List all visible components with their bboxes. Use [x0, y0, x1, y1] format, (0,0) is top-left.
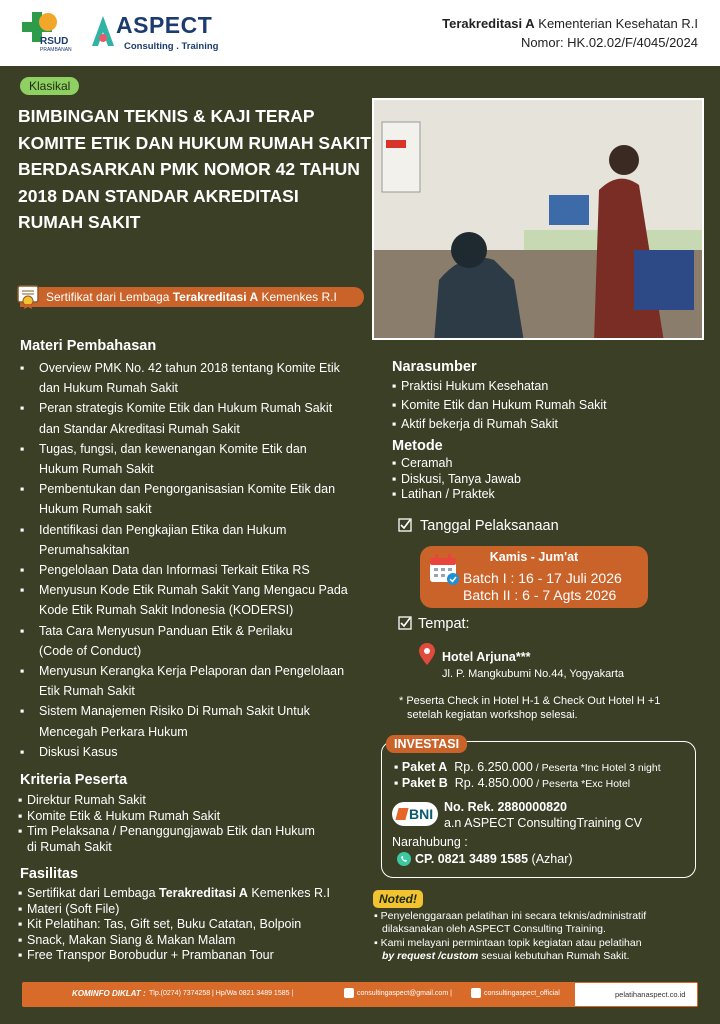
certificate-banner — [20, 287, 364, 307]
materi-item: ▪ Tugas, fungsi, dan kewenangan Komite Etik dan Hukum Rumah Sakit — [20, 439, 390, 479]
paket-b-note: / Peserta *Exc Hotel — [533, 778, 631, 790]
narasumber-list — [392, 377, 702, 434]
email-icon — [344, 988, 354, 998]
list-item-text: Diskusi, Tanya Jawab — [401, 471, 521, 486]
footer-diklat: KOMINFO DIKLAT : — [72, 989, 146, 998]
accred-number: Nomor: HK.02.02/F/4045/2024 — [520, 35, 698, 50]
paket-b: ▪ Paket B Rp. 4.850.000 / Peserta *Exc Hotel — [394, 776, 631, 790]
certificate-pre: Sertifikat dari Lembaga — [46, 290, 173, 304]
list-item-text: Direktur Rumah Sakit — [27, 793, 146, 807]
checkin-note: * Peserta Check in Hotel H-1 & Check Out Hotel H +1 — [399, 695, 661, 707]
fasilitas-sert-post: Kemenkes R.I — [247, 886, 330, 900]
list-item-text: Latihan / Praktek — [401, 487, 495, 501]
list-item: ▪ Materi (Soft File) — [18, 901, 120, 916]
fasilitas-sert-bold: Terakreditasi A — [159, 886, 248, 900]
footer-instagram: consultingaspect_official — [484, 990, 560, 997]
checkbox-icon — [398, 616, 412, 630]
list-item-text: Ceramah — [401, 456, 453, 470]
paket-b-label: Paket B — [401, 776, 448, 790]
date-batch-1: Batch I : 16 - 17 Juli 2026 — [463, 570, 622, 586]
materi-item-line: Hukum Rumah sakit — [39, 502, 152, 517]
fasilitas-heading: Fasilitas — [20, 866, 79, 882]
list-item: ▪ Kit Pelatihan: Tas, Gift set, Buku Catatan, Bolpoin — [18, 917, 302, 931]
materi-item: ▪ Menyusun Kode Etik Rumah Sakit Yang Mengacu Pada Kode Etik Rumah Sakit Indonesia (KODERSI) — [20, 580, 390, 620]
materi-item-line: Tugas, fungsi, dan kewenangan Komite Etik dan — [39, 441, 307, 456]
materi-item-line: Diskusi Kasus — [39, 744, 118, 759]
materi-item-line: Pembentukan dan Pengorganisasian Komite Etik dan — [39, 482, 336, 497]
materi-list — [20, 358, 390, 762]
list-item-text: di Rumah Sakit — [27, 839, 112, 854]
noted-1b: dilaksanakan oleh ASPECT Consulting Training. — [382, 923, 606, 935]
materi-item-line: Perumahsakitan — [39, 542, 130, 557]
instagram-icon — [471, 988, 481, 998]
materi-item-line: Etik Rumah Sakit — [39, 684, 135, 699]
investasi-heading: INVESTASI — [386, 735, 467, 753]
tempat-heading: Tempat: — [418, 616, 470, 632]
date-batch-2: Batch II : 6 - 7 Agts 2026 — [463, 587, 617, 603]
metode-heading: Metode — [392, 438, 443, 454]
list-item: ▪ Latihan / Praktek — [392, 487, 495, 501]
list-item-text: Aktif bekerja di Rumah Sakit — [401, 417, 559, 431]
materi-item: ▪ Menyusun Kerangka Kerja Pelaporan dan Pengelolaan Etik Rumah Sakit — [20, 661, 390, 701]
rekening-owner: a.n ASPECT ConsultingTraining CV — [444, 816, 643, 830]
noted-2b-bold: by request /custom — [382, 950, 479, 962]
materi-item: ▪ Overview PMK No. 42 tahun 2018 tentang Komite Etik dan Hukum Rumah Sakit — [20, 358, 390, 398]
list-item: ▪ Komite Etik dan Hukum Rumah Sakit — [392, 398, 607, 412]
brand-tagline: Consulting . Training — [124, 41, 219, 52]
klasikal-badge: Klasikal — [20, 77, 79, 95]
footer-phone: Tlp.(0274) 7374258 | Hp/Wa 0821 3489 1585 | — [149, 990, 294, 997]
paket-a-label: Paket A — [401, 760, 448, 774]
contact-person — [415, 852, 573, 866]
narahubung-label: Narahubung : — [392, 835, 468, 849]
aspect-logo — [90, 10, 220, 54]
footer-website[interactable]: pelatihanaspect.co.id — [575, 983, 697, 1006]
list-item: ▪ Free Transpor Borobudur + Prambanan Tour — [18, 948, 274, 962]
list-item: ▪ Snack, Makan Siang & Makan Malam — [18, 932, 236, 947]
paket-a: ▪ Paket A Rp. 6.250.000 / Peserta *Inc Hotel 3 night — [394, 760, 661, 774]
metode-list — [392, 456, 702, 503]
footer-email: consultingaspect@gmail.com | — [357, 990, 452, 997]
materi-item-line: (Code of Conduct) — [39, 643, 142, 658]
list-item: ▪ Aktif bekerja di Rumah Sakit — [392, 417, 559, 431]
page-title — [18, 103, 388, 236]
materi-item-line: dan Standar Akreditasi Rumah Sakit — [39, 421, 240, 436]
list-item: ▪ Direktur Rumah Sakit — [18, 793, 146, 807]
paket-b-price: Rp. 4.850.000 — [454, 776, 534, 790]
checkbox-icon — [398, 518, 412, 532]
noted-badge: Noted! — [373, 890, 423, 908]
certificate-post: Kemenkes R.I — [258, 290, 337, 304]
certificate-bold: Terakreditasi A — [172, 290, 259, 304]
whatsapp-icon — [397, 852, 411, 866]
noted-1a: Penyelenggaraan pelatihan ini secara teknis/administratif — [380, 910, 647, 922]
accred-rest: Kementerian Kesehatan R.I — [534, 16, 698, 31]
list-item: ▪ Tim Pelaksana / Penanggungjawab Etik dan Hukum — [18, 824, 315, 838]
title-line: KOMITE ETIK DAN HUKUM RUMAH SAKIT — [18, 132, 371, 153]
hotel-address: Jl. P. Mangkubumi No.44, Yogyakarta — [442, 668, 625, 680]
list-item: ▪ Komite Etik & Hukum Rumah Sakit — [18, 808, 221, 823]
materi-item-line: Mencegah Perkara Hukum — [39, 724, 188, 739]
accreditation-info — [442, 14, 698, 52]
cp-name: (Azhar) — [528, 852, 573, 866]
date-box — [420, 546, 648, 608]
materi-item: ▪ Tata Cara Menyusun Panduan Etik & Perilaku (Code of Conduct) — [20, 621, 390, 661]
rekening-number: No. Rek. 2880000820 — [444, 800, 568, 814]
materi-item: ▪ Pengelolaan Data dan Informasi Terkait Etika RS — [20, 560, 390, 580]
narasumber-heading: Narasumber — [392, 359, 477, 375]
header — [0, 0, 720, 66]
noted-2a: Kami melayani permintaan topik kegiatan atau pelatihan — [380, 937, 642, 949]
list-item — [18, 840, 368, 856]
list-item: ▪ Sertifikat dari Lembaga Terakreditasi A Kemenkes R.I — [18, 886, 330, 900]
title-line: 2018 DAN STANDAR AKREDITASI — [18, 185, 299, 206]
list-item-text: Tim Pelaksana / Penanggungjawab Etik dan Hukum — [27, 824, 315, 838]
bni-text: BNI — [409, 806, 434, 822]
training-photo — [372, 98, 704, 340]
title-line: BIMBINGAN TEKNIS & KAJI TERAP — [18, 106, 315, 126]
materi-item-line: Menyusun Kode Etik Rumah Sakit Yang Mengacu Pada — [39, 583, 348, 598]
materi-item-line: Pengelolaan Data dan Informasi Terkait Etika RS — [39, 563, 310, 578]
materi-item-line: dan Hukum Rumah Sakit — [39, 381, 178, 396]
list-item-text: Komite Etik & Hukum Rumah Sakit — [27, 808, 221, 823]
materi-item-line: Peran strategis Komite Etik dan Hukum Rumah Sakit — [39, 401, 333, 416]
list-item-text: Free Transpor Borobudur + Prambanan Tour — [27, 948, 274, 962]
materi-item: ▪ Pembentukan dan Pengorganisasian Komite Etik dan Hukum Rumah sakit — [20, 479, 390, 519]
materi-item-line: Identifikasi dan Pengkajian Etika dan Hukum — [39, 522, 287, 537]
accred-bold: Terakreditasi A — [442, 16, 535, 31]
list-item-text: Materi (Soft File) — [27, 901, 120, 916]
fasilitas-sert-pre: Sertifikat dari Lembaga — [27, 886, 160, 900]
rsud-logo — [20, 10, 80, 54]
brand-name: ASPECT — [116, 12, 213, 38]
materi-item-line: Tata Cara Menyusun Panduan Etik & Perilaku — [39, 623, 293, 638]
materi-item-line: Menyusun Kerangka Kerja Pelaporan dan Pengelolaan — [39, 664, 345, 679]
list-item-text: Kit Pelatihan: Tas, Gift set, Buku Catatan, Bolpoin — [27, 917, 302, 931]
svg-text:PRAMBANAN: PRAMBANAN — [40, 47, 72, 53]
noted-1: ▪ Penyelenggaraan pelatihan ini secara teknis/administratif — [374, 910, 647, 922]
list-item-text: Praktisi Hukum Kesehatan — [401, 379, 549, 393]
noted-2: ▪ Kami melayani permintaan topik kegiatan atau pelatihan — [374, 937, 642, 949]
materi-item: ▪ Diskusi Kasus — [20, 742, 390, 762]
certificate-icon — [16, 284, 40, 309]
footer — [22, 982, 698, 1007]
paket-a-note: / Peserta *Inc Hotel 3 night — [532, 762, 661, 774]
date-days: Kamis - Jum'at — [489, 550, 579, 564]
checkin-note-2: setelah kegiatan workshop selesai. — [407, 709, 578, 721]
list-item-text: Snack, Makan Siang & Makan Malam — [27, 932, 236, 947]
hotel-name: Hotel Arjuna*** — [442, 650, 531, 664]
materi-item-line: Hukum Rumah Sakit — [39, 462, 154, 477]
materi-item: ▪ Sistem Manajemen Risiko Di Rumah Sakit Untuk Mencegah Perkara Hukum — [20, 701, 390, 741]
tanggal-heading: Tanggal Pelaksanaan — [420, 518, 559, 534]
kriteria-heading: Kriteria Peserta — [20, 772, 128, 788]
noted-2b-rest: sesuai kebutuhan Rumah Sakit. — [478, 950, 630, 962]
materi-item-line: Sistem Manajemen Risiko Di Rumah Sakit Untuk — [39, 704, 310, 719]
materi-item: ▪ Identifikasi dan Pengkajian Etika dan Hukum Perumahsakitan — [20, 520, 390, 560]
noted-2b — [382, 950, 629, 962]
cp-number: CP. 0821 3489 1585 — [415, 852, 529, 866]
svg-text:RSUD: RSUD — [40, 36, 69, 47]
materi-item-line: Overview PMK No. 42 tahun 2018 tentang Komite Etik — [39, 361, 340, 375]
list-item-text: Komite Etik dan Hukum Rumah Sakit — [401, 398, 607, 412]
list-item: ▪ Praktisi Hukum Kesehatan — [392, 379, 549, 393]
title-line: RUMAH SAKIT — [18, 212, 141, 232]
title-line: BERDASARKAN PMK NOMOR 42 TAHUN — [18, 159, 360, 179]
paket-a-price: Rp. 6.250.000 — [454, 760, 533, 774]
list-item: ▪ Ceramah — [392, 456, 453, 470]
list-item: ▪ Diskusi, Tanya Jawab — [392, 471, 521, 486]
materi-item: ▪ Peran strategis Komite Etik dan Hukum Rumah Sakit dan Standar Akreditasi Rumah Sakit — [20, 398, 390, 438]
fasilitas-list — [18, 886, 378, 964]
kriteria-list — [18, 793, 368, 855]
materi-heading: Materi Pembahasan — [20, 338, 157, 354]
bni-logo — [392, 802, 438, 826]
location-pin-icon — [419, 643, 435, 665]
materi-item-line: Kode Etik Rumah Sakit Indonesia (KODERSI) — [39, 603, 294, 618]
